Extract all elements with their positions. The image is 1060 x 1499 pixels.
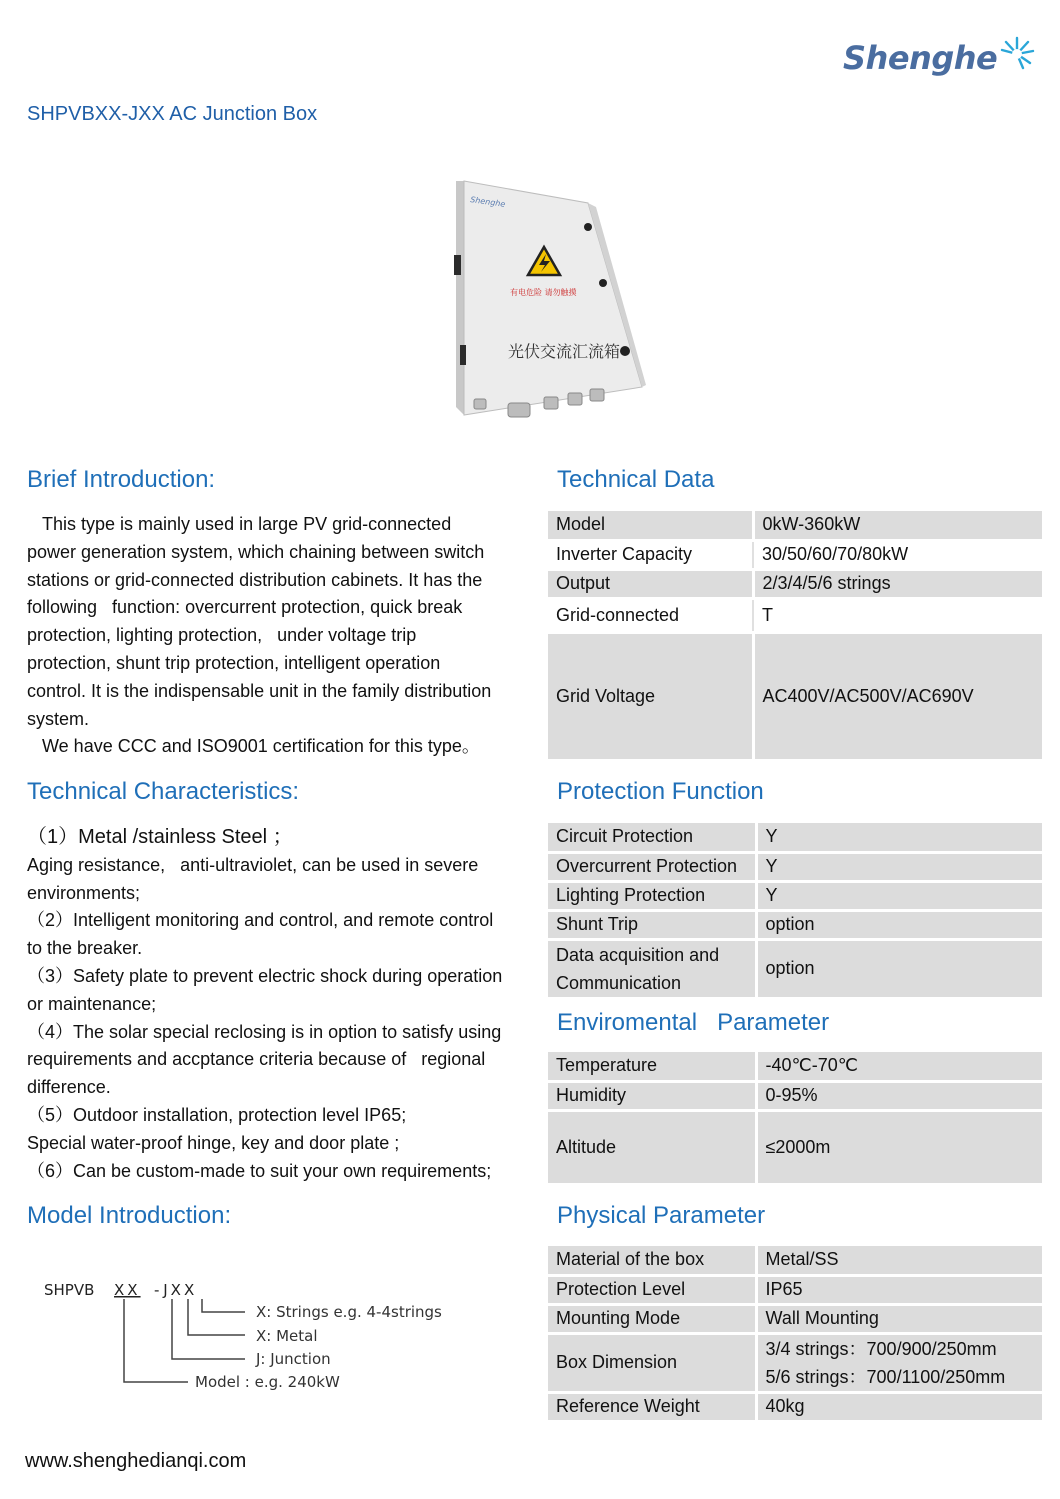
- table-row: [548, 598, 1042, 632]
- table-row: [548, 910, 1042, 939]
- website-link[interactable]: www.shenghedianqi.com: [25, 1450, 247, 1472]
- characteristics-text: [27, 824, 527, 1185]
- characteristics-line: Special water-proof hinge, key and door plate ;: [27, 1132, 400, 1153]
- spec-label: Grid-connected: [548, 598, 753, 632]
- spec-value: option: [756, 910, 1042, 939]
- spec-value: ≤2000m: [756, 1110, 1042, 1184]
- spec-label: Box Dimension: [548, 1333, 756, 1392]
- model-legend-metal: X: Metal: [256, 1327, 318, 1345]
- brief-line: system.: [27, 708, 90, 729]
- model-legend-junction: J: Junction: [256, 1350, 331, 1368]
- spec-value: IP65: [756, 1275, 1042, 1304]
- spec-value: Wall Mounting: [756, 1304, 1042, 1333]
- characteristics-line: （1）Metal /stainless Steel ；: [27, 826, 293, 848]
- spec-label: Inverter Capacity: [548, 540, 753, 569]
- characteristics-line: （3）Safety plate to prevent electric shock during operation: [27, 965, 503, 986]
- spec-value: 3/4 strings：700/900/250mm 5/6 strings：700/1100/250mm: [756, 1333, 1042, 1392]
- technical-data-table: [548, 511, 1042, 762]
- characteristics-line: environments;: [27, 882, 141, 903]
- spec-label: Overcurrent Protection: [548, 852, 756, 881]
- table-row: [548, 1275, 1042, 1304]
- spec-label: Circuit Protection: [548, 823, 756, 852]
- model-legend-strings: X: Strings e.g. 4-4strings: [256, 1303, 442, 1321]
- spec-value: Metal/SS: [756, 1246, 1042, 1275]
- spec-label: Output: [548, 569, 753, 598]
- physical-table: [548, 1246, 1042, 1423]
- model-legend-model: Model : e.g. 240kW: [195, 1373, 340, 1391]
- table-row: [548, 1110, 1042, 1184]
- box-brand-mark: Shenghe: [469, 195, 506, 209]
- spec-value: Y: [756, 823, 1042, 852]
- brief-line: protection, lighting protection, under voltage trip: [27, 625, 417, 646]
- table-row: [548, 569, 1042, 598]
- environmental-heading: Enviromental Parameter: [557, 1009, 830, 1036]
- spec-value: Y: [756, 852, 1042, 881]
- table-row: [548, 881, 1042, 910]
- spec-value: 0kW-360kW: [753, 511, 1042, 540]
- spec-label: Protection Level: [548, 1275, 756, 1304]
- brief-line: stations or grid-connected distribution cabinets. It has the: [27, 569, 483, 590]
- spec-value: 40kg: [756, 1392, 1042, 1421]
- spec-value: option: [756, 939, 1042, 998]
- table-row: [548, 632, 1042, 760]
- table-row: [548, 540, 1042, 569]
- spec-value: 2/3/4/5/6 strings: [753, 569, 1042, 598]
- table-row: [548, 939, 1042, 998]
- table-row: [548, 823, 1042, 852]
- spec-value: T: [753, 598, 1042, 632]
- brief-line: We have CCC and ISO9001 certification for this type。: [27, 736, 480, 757]
- model-prefix: SHPVB: [44, 1281, 95, 1299]
- junction-box-image: [440, 175, 660, 430]
- box-label: 光伏交流汇流箱: [508, 342, 621, 361]
- model-code-diagram: [40, 1275, 480, 1400]
- characteristics-line: to the breaker.: [27, 938, 143, 959]
- spec-label: Grid Voltage: [548, 632, 753, 760]
- model-heading: Model Introduction:: [27, 1202, 232, 1229]
- table-row: [548, 1304, 1042, 1333]
- table-row: [548, 1081, 1042, 1110]
- characteristics-line: requirements and accptance criteria because of regional: [27, 1049, 486, 1070]
- characteristics-line: or maintenance;: [27, 993, 157, 1014]
- box-warning-text: 有电危险 请勿触摸: [510, 288, 577, 297]
- characteristics-heading: Technical Characteristics:: [27, 778, 300, 805]
- spec-value: -40℃-70℃: [756, 1052, 1042, 1081]
- characteristics-line: （4）The solar special reclosing is in option to satisfy using: [27, 1021, 502, 1042]
- spec-label: Altitude: [548, 1110, 756, 1184]
- characteristics-line: （6）Can be custom-made to suit your own requirements;: [27, 1160, 492, 1181]
- spec-value: AC400V/AC500V/AC690V: [753, 632, 1042, 760]
- table-row: [548, 1052, 1042, 1081]
- brand-name: Shenghe: [843, 39, 998, 77]
- brief-line: protection, shunt trip protection, intelligent operation: [27, 652, 441, 673]
- spec-label: Shunt Trip: [548, 910, 756, 939]
- model-code-suffix: -JXX: [154, 1281, 198, 1299]
- protection-heading: Protection Function: [557, 778, 764, 805]
- table-row: [548, 1333, 1042, 1392]
- sun-burst-icon: [997, 34, 1037, 74]
- technical-data-heading: Technical Data: [557, 466, 715, 493]
- brand-logo: [843, 34, 1043, 84]
- spec-label: Mounting Mode: [548, 1304, 756, 1333]
- characteristics-line: Aging resistance, anti-ultraviolet, can be used in severe: [27, 854, 479, 875]
- protection-table: [548, 823, 1042, 1000]
- brief-heading: Brief Introduction:: [27, 466, 216, 493]
- characteristics-line: difference.: [27, 1077, 111, 1098]
- brief-line: following function: overcurrent protection, quick break: [27, 597, 463, 618]
- document-title: SHPVBXX-JXX AC Junction Box: [27, 103, 318, 125]
- brief-line: control. It is the indispensable unit in the family distribution: [27, 680, 492, 701]
- spec-value: 0-95%: [756, 1081, 1042, 1110]
- environmental-table: [548, 1052, 1042, 1186]
- characteristics-line: （5）Outdoor installation, protection level IP65;: [27, 1104, 407, 1125]
- spec-label: Material of the box: [548, 1246, 756, 1275]
- spec-label: Model: [548, 511, 753, 540]
- spec-label: Reference Weight: [548, 1392, 756, 1421]
- spec-label: Data acquisition and Communication: [548, 939, 756, 998]
- spec-value: Y: [756, 881, 1042, 910]
- characteristics-line: （2）Intelligent monitoring and control, and remote control: [27, 910, 494, 931]
- table-row: [548, 1246, 1042, 1275]
- spec-label: Temperature: [548, 1052, 756, 1081]
- spec-value: 30/50/60/70/80kW: [753, 540, 1042, 569]
- table-row: [548, 511, 1042, 540]
- brief-line: This type is mainly used in large PV grid-connected: [27, 514, 452, 534]
- table-row: [548, 852, 1042, 881]
- brief-text: [27, 511, 527, 761]
- physical-heading: Physical Parameter: [557, 1202, 766, 1229]
- table-row: [548, 1392, 1042, 1421]
- spec-label: Humidity: [548, 1081, 756, 1110]
- model-code-strings: XX: [114, 1281, 141, 1299]
- spec-label: Lighting Protection: [548, 881, 756, 910]
- brief-line: power generation system, which chaining between switch: [27, 541, 485, 562]
